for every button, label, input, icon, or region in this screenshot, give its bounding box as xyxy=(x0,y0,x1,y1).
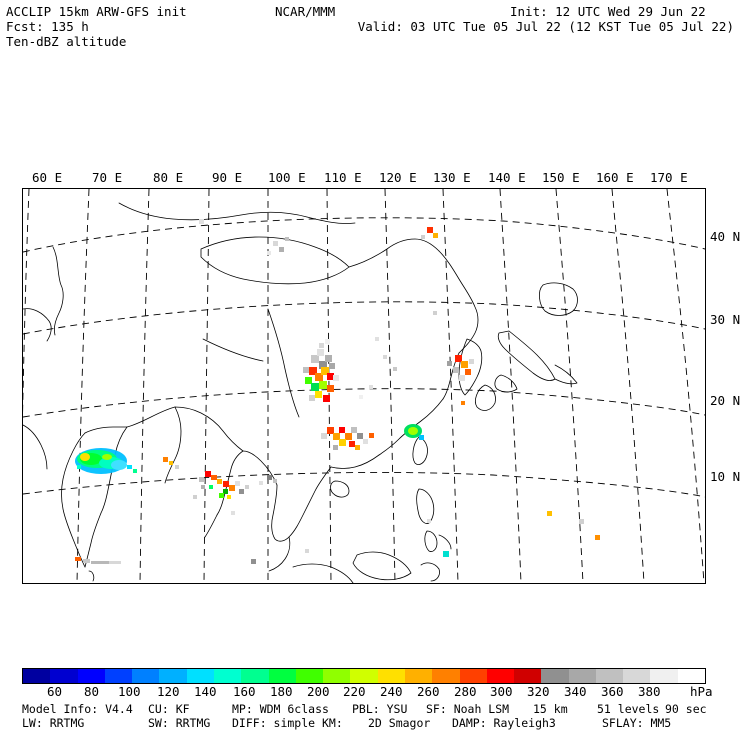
cbar-tick-7: 200 xyxy=(307,684,330,699)
footer-timestep: 90 sec xyxy=(665,702,707,716)
colorbar-swatch xyxy=(105,669,132,683)
cbar-tick-4: 140 xyxy=(194,684,217,699)
footer-mp: MP: WDM 6class xyxy=(232,702,329,716)
footer-model-info: Model Info: V4.4 xyxy=(22,702,133,716)
map-plot-area xyxy=(22,188,706,584)
cbar-tick-11: 280 xyxy=(454,684,477,699)
x-tick-9: 150 E xyxy=(542,170,580,185)
colorbar-swatch xyxy=(378,669,405,683)
footer-damp: DAMP: Rayleigh3 xyxy=(452,716,556,730)
x-tick-2: 80 E xyxy=(153,170,184,185)
footer-2d-smagor: 2D Smagor xyxy=(368,716,431,730)
colorbar-swatch xyxy=(541,669,568,683)
cbar-tick-14: 340 xyxy=(564,684,587,699)
x-axis-labels xyxy=(22,170,706,186)
header-init-time: Init: 12 UTC Wed 29 Jun 22 xyxy=(510,4,706,19)
cbar-tick-8: 220 xyxy=(343,684,366,699)
colorbar-swatch xyxy=(187,669,214,683)
colorbar-tick-labels xyxy=(0,684,740,700)
x-tick-6: 120 E xyxy=(379,170,417,185)
x-tick-0: 60 E xyxy=(32,170,63,185)
x-tick-7: 130 E xyxy=(433,170,471,185)
colorbar-swatch xyxy=(569,669,596,683)
colorbar-swatch xyxy=(405,669,432,683)
colorbar-swatch xyxy=(241,669,268,683)
x-tick-4: 100 E xyxy=(268,170,306,185)
colorbar-swatch xyxy=(296,669,323,683)
colorbar-swatch xyxy=(23,669,50,683)
colorbar-swatch xyxy=(514,669,541,683)
cbar-tick-9: 240 xyxy=(380,684,403,699)
cbar-tick-6: 180 xyxy=(270,684,293,699)
footer-pbl: PBL: YSU xyxy=(352,702,408,716)
cbar-tick-10: 260 xyxy=(417,684,440,699)
header-model-title: ACCLIP 15km ARW-GFS init xyxy=(6,4,187,19)
y-tick-1: 30 N xyxy=(710,312,740,327)
colorbar-swatch xyxy=(269,669,296,683)
y-tick-0: 40 N xyxy=(710,229,740,244)
colorbar-swatch xyxy=(432,669,459,683)
colorbar-swatch xyxy=(650,669,677,683)
colorbar-swatch xyxy=(214,669,241,683)
header-valid-time: Valid: 03 UTC Tue 05 Jul 22 (12 KST Tue 05 Jul 22) xyxy=(357,19,734,34)
cbar-tick-3: 120 xyxy=(157,684,180,699)
footer-sw: SW: RRTMG xyxy=(148,716,211,730)
footer-levels: 51 levels xyxy=(597,702,660,716)
colorbar-swatch xyxy=(678,669,705,683)
x-tick-11: 170 E xyxy=(650,170,688,185)
colorbar-swatch xyxy=(50,669,77,683)
y-axis-labels xyxy=(706,188,740,584)
colorbar xyxy=(22,668,706,684)
colorbar-swatch xyxy=(78,669,105,683)
colorbar-unit-label: hPa xyxy=(690,684,713,699)
colorbar-swatch xyxy=(596,669,623,683)
header-forecast-hour: Fcst: 135 h xyxy=(6,19,89,34)
cbar-tick-5: 160 xyxy=(233,684,256,699)
x-tick-10: 160 E xyxy=(596,170,634,185)
x-tick-3: 90 E xyxy=(212,170,243,185)
colorbar-swatch xyxy=(323,669,350,683)
map-panel xyxy=(22,188,706,584)
figure-header xyxy=(0,0,740,60)
cbar-tick-12: 300 xyxy=(490,684,513,699)
header-field-name: Ten-dBZ altitude xyxy=(6,34,127,49)
cbar-tick-2: 100 xyxy=(118,684,141,699)
footer-resolution: 15 km xyxy=(533,702,568,716)
colorbar-swatch xyxy=(623,669,650,683)
y-tick-3: 10 N xyxy=(710,469,740,484)
x-tick-5: 110 E xyxy=(324,170,362,185)
colorbar-swatch xyxy=(460,669,487,683)
cbar-tick-15: 360 xyxy=(601,684,624,699)
footer-lw: LW: RRTMG xyxy=(22,716,85,730)
x-tick-8: 140 E xyxy=(488,170,526,185)
x-tick-1: 70 E xyxy=(92,170,123,185)
cbar-tick-1: 80 xyxy=(84,684,100,699)
colorbar-swatch xyxy=(132,669,159,683)
cbar-tick-0: 60 xyxy=(47,684,63,699)
footer-diff: DIFF: simple KM: xyxy=(232,716,343,730)
footer-cu: CU: KF xyxy=(148,702,190,716)
colorbar-swatch xyxy=(487,669,514,683)
colorbar-swatch xyxy=(350,669,377,683)
footer-sflay: SFLAY: MM5 xyxy=(602,716,672,730)
header-institution: NCAR/MMM xyxy=(275,4,336,19)
cbar-tick-16: 380 xyxy=(638,684,661,699)
y-tick-2: 20 N xyxy=(710,393,740,408)
cbar-tick-13: 320 xyxy=(527,684,550,699)
footer-sf: SF: Noah LSM xyxy=(426,702,510,716)
colorbar-swatch xyxy=(159,669,186,683)
